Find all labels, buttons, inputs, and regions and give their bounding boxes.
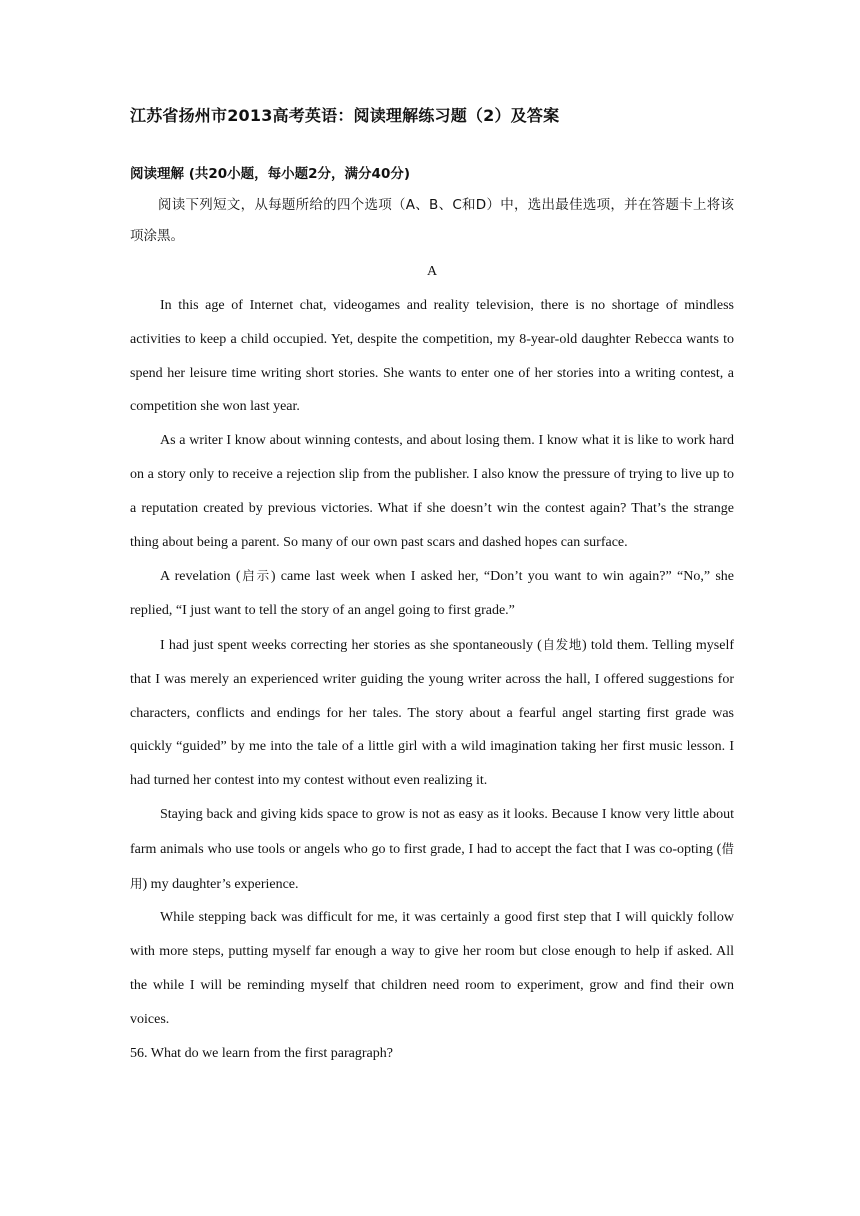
chinese-gloss: 启示 <box>240 568 271 584</box>
paragraph-text: I had just spent weeks correcting her stories as she spontaneously ( <box>160 637 542 653</box>
instructions-text: 阅读下列短文，从每题所给的四个选项（A、B、C和D）中，选出最佳选项，并在答题卡上将该项涂黑。 <box>130 197 734 244</box>
paragraph-text: In this age of Internet chat, videogames and reality television, there is no shortage of mindless activities to keep a child occupied. Yet, despite the competition, my 8-year-old daughter Rebecca wants to spend her leisure time writing short stories. She wants to enter one of her stories into a writing contest, a competition she won last year. <box>130 298 734 415</box>
passage-paragraph-1 <box>130 289 734 424</box>
paragraph-text: ) told them. Telling myself that I was merely an experienced writer guiding the young writer across the hall, I offered suggestions for characters, conflicts and endings for her tales. The story about a fearful angel starting first grade was quickly “guided” by me into the tale of a little girl with a wild imagination taking her first music lesson. I had turned her contest into my contest without even realizing it. <box>130 637 734 789</box>
paragraph-text: As a writer I know about winning contests, and about losing them. I know what it is like to work hard on a story only to receive a rejection slip from the publisher. I also know the pressure of trying to live up to a reputation created by previous victories. What if she doesn’t win the contest again? That’s the strange thing about being a parent. So many of our own past scars and dashed hopes can surface. <box>130 433 734 550</box>
paragraph-text: Staying back and giving kids space to grow is not as easy as it looks. Because I know very little about farm animals who use tools or angels who go to first grade, I had to accept the fact that I was co-opting ( <box>130 806 734 857</box>
section-heading: 阅读理解 (共20小题，每小题2分，满分40分) <box>130 166 411 182</box>
paragraph-text: ) came last week when I asked her, “Don’t you want to win again?” “No,” she replied, “I just want to tell the story of an angel going to first grade.” <box>130 569 734 619</box>
passage-label: A <box>426 264 438 279</box>
passage-paragraph-2 <box>130 424 734 559</box>
passage-paragraph-6 <box>130 901 734 1036</box>
paragraph-text: A revelation ( <box>160 569 241 585</box>
passage-body <box>130 289 734 1070</box>
passage-paragraph-3 <box>130 559 734 628</box>
chinese-gloss: 自发地 <box>541 636 583 652</box>
document-content <box>130 104 734 1070</box>
document-title: 江苏省扬州市2013高考英语：阅读理解练习题（2）及答案 <box>130 106 560 125</box>
paragraph-text: While stepping back was difficult for me, it was certainly a good first step that I will quickly follow with more steps, putting myself far enough a way to give her room but close enough to help if asked. All the while I will be reminding myself that children need room to experiment, grow and find their own voices. <box>130 910 734 1027</box>
question-56: 56. What do we learn from the first paragraph? <box>130 1045 393 1061</box>
paragraph-text: ) my daughter’s experience. <box>142 876 299 892</box>
passage-paragraph-4 <box>130 628 734 798</box>
passage-paragraph-5 <box>130 798 734 901</box>
chinese-gloss: 借用 <box>130 840 734 891</box>
